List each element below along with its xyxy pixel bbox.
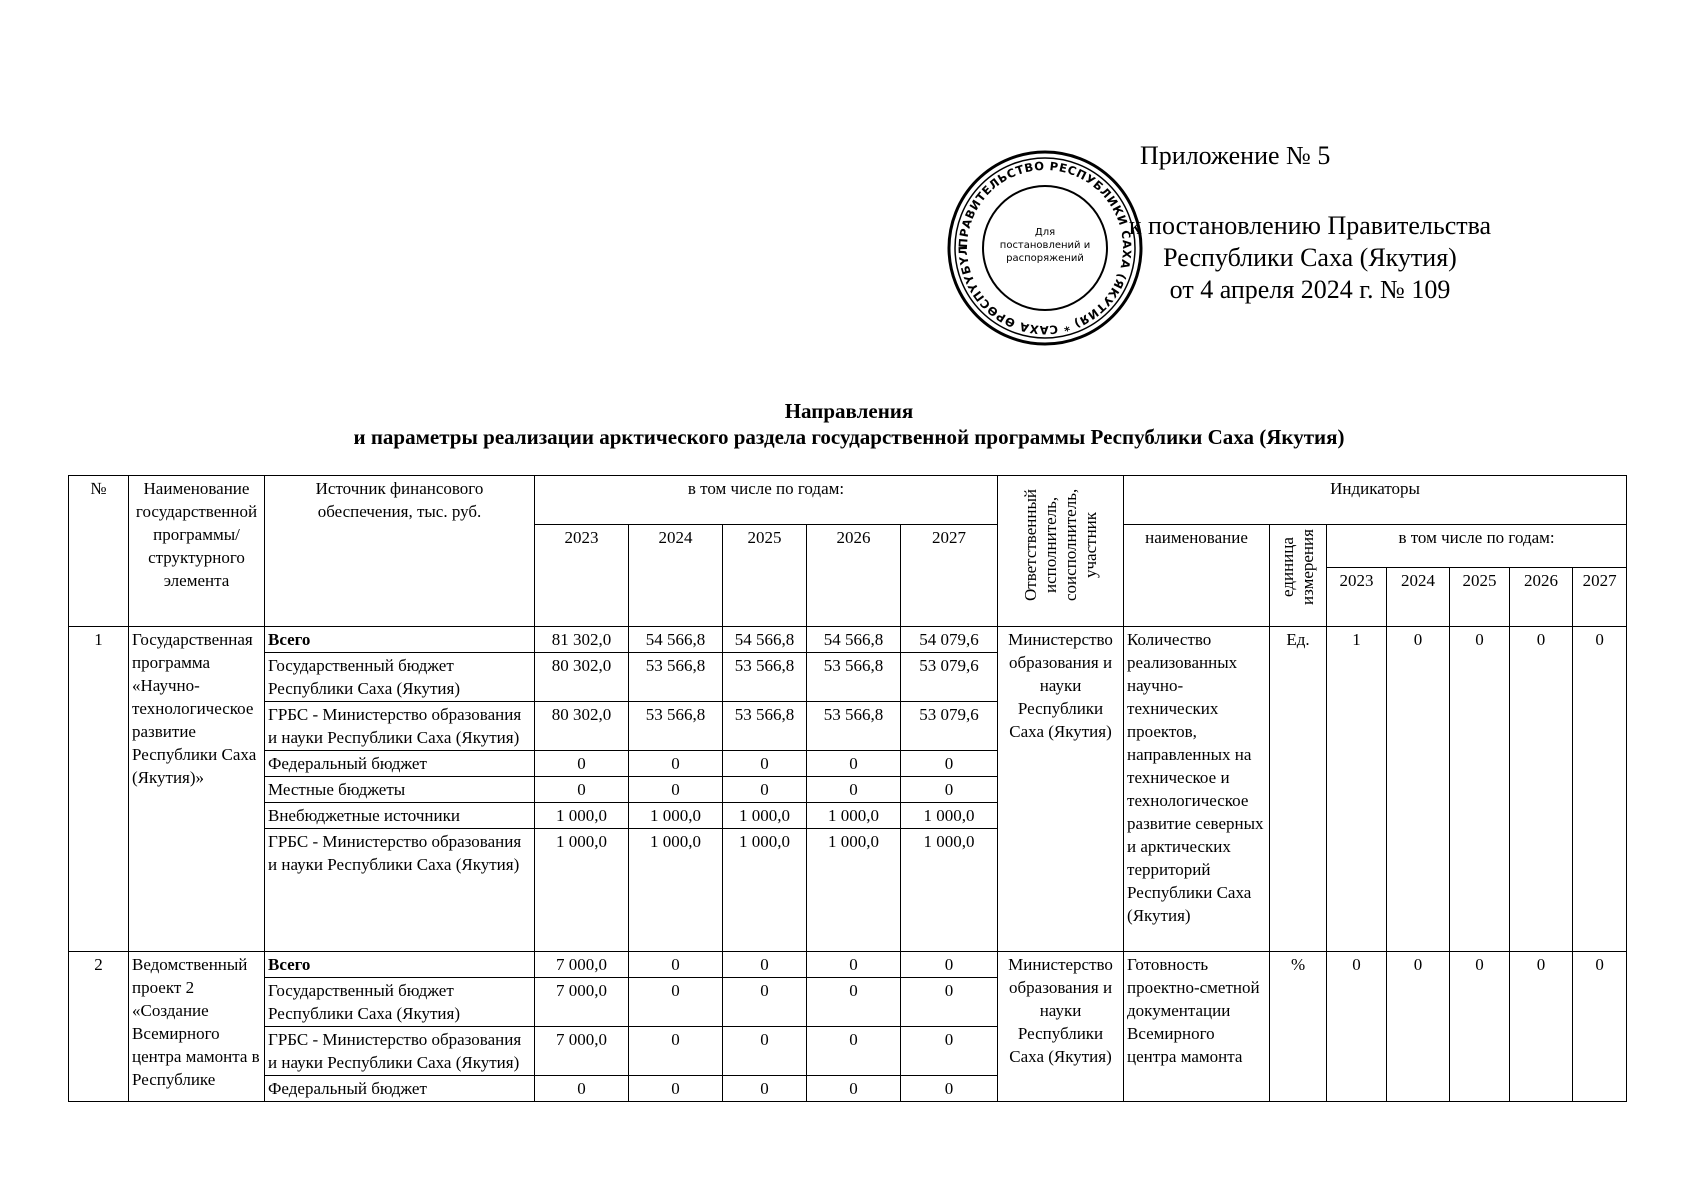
funding-value-2025: 0 [723,751,807,777]
funding-value-2025: 0 [723,1027,807,1076]
program-name: Государственная программа «Научно-технологическое развитие Республики Саха (Якутия)» [129,627,265,952]
funding-source: Государственный бюджет Республики Саха (Якутия) [265,978,535,1027]
indicator-unit: % [1270,952,1327,1102]
funding-source: Федеральный бюджет [265,751,535,777]
responsible-executor: Министерство образования и науки Республики Саха (Якутия) [998,952,1124,1102]
funding-value-2026: 53 566,8 [807,653,901,702]
funding-value-2023: 1 000,0 [535,803,629,829]
table-row [69,627,1627,653]
funding-value-2027: 53 079,6 [901,702,998,751]
funding-value-2025: 0 [723,978,807,1027]
funding-value-2027: 0 [901,952,998,978]
funding-value-2025: 1 000,0 [723,803,807,829]
header-ind-year-2024: 2024 [1387,568,1450,627]
header-year-2027: 2027 [901,525,998,627]
header-by-years: в том числе по годам: [535,476,998,525]
header-year-2023: 2023 [535,525,629,627]
heading-line-2: и параметры реализации арктического раздела государственной программы Республики Саха (Якутия) [353,425,1345,449]
funding-value-2023: 0 [535,1076,629,1102]
funding-value-2023: 0 [535,777,629,803]
funding-value-2023: 1 000,0 [535,829,629,952]
indicator-value-2024: 0 [1387,627,1450,952]
header-responsible-text: Ответственный исполнитель, соисполнитель, участник [1020,488,1100,602]
funding-value-2025: 53 566,8 [723,702,807,751]
indicator-value-2023: 1 [1327,627,1387,952]
header-name: Наименование государственной программы/ структурного элемента [129,476,265,627]
header-source: Источник финансового обеспечения, тыс. руб. [265,476,535,627]
funding-value-2023: 7 000,0 [535,952,629,978]
funding-value-2023: 80 302,0 [535,653,629,702]
appendix-title: Приложение № 5 [1140,141,1331,170]
indicator-value-2027: 0 [1573,627,1627,952]
funding-value-2026: 0 [807,1027,901,1076]
funding-source: Внебюджетные источники [265,803,535,829]
funding-value-2024: 0 [629,1076,723,1102]
funding-value-2024: 0 [629,1027,723,1076]
funding-source: Государственный бюджет Республики Саха (Якутия) [265,653,535,702]
header-year-2024: 2024 [629,525,723,627]
funding-value-2024: 1 000,0 [629,829,723,952]
header-responsible [998,476,1124,627]
indicator-value-2024: 0 [1387,952,1450,1102]
funding-value-2027: 0 [901,777,998,803]
header-num: № [69,476,129,627]
header-unit-text: единица измерения [1278,529,1318,605]
funding-value-2023: 7 000,0 [535,978,629,1027]
funding-value-2027: 0 [901,1076,998,1102]
table-row [69,952,1627,978]
funding-source: Всего [265,952,535,978]
responsible-executor: Министерство образования и науки Республики Саха (Якутия) [998,627,1124,952]
indicator-value-2026: 0 [1510,627,1573,952]
funding-value-2026: 0 [807,751,901,777]
indicator-value-2026: 0 [1510,952,1573,1102]
indicator-name: Количество реализованных научно-технических проектов, направленных на техническое и технологическое развитие северных и арктических территорий Республики Саха (Якутия) [1124,627,1270,952]
funding-value-2025: 0 [723,777,807,803]
funding-value-2027: 0 [901,1027,998,1076]
funding-value-2024: 54 566,8 [629,627,723,653]
funding-value-2024: 0 [629,978,723,1027]
row-number: 2 [69,952,129,1102]
funding-source: Всего [265,627,535,653]
funding-value-2023: 80 302,0 [535,702,629,751]
funding-value-2026: 0 [807,978,901,1027]
indicator-value-2027: 0 [1573,952,1627,1102]
funding-value-2025: 53 566,8 [723,653,807,702]
funding-value-2027: 0 [901,751,998,777]
funding-value-2025: 0 [723,952,807,978]
seal-outer-text: ПРАВИТЕЛЬСТВО РЕСПУБЛИКИ САХА (ЯКУТИЯ) * САХА ӨРӨСПҮҮБҮЛ [955,158,1135,338]
heading-line-1: Направления [784,399,914,423]
document-heading [0,398,1698,450]
funding-value-2027: 1 000,0 [901,803,998,829]
header-year-2026: 2026 [807,525,901,627]
indicator-value-2025: 0 [1450,952,1510,1102]
funding-value-2023: 81 302,0 [535,627,629,653]
header-ind-year-2027: 2027 [1573,568,1627,627]
funding-value-2024: 0 [629,777,723,803]
funding-value-2027: 1 000,0 [901,829,998,952]
funding-value-2026: 0 [807,952,901,978]
funding-value-2026: 1 000,0 [807,829,901,952]
funding-value-2026: 0 [807,777,901,803]
header-ind-by-years: в том числе по годам: [1327,525,1627,568]
program-name: Ведомственный проект 2 «Создание Всемирного центра мамонта в Республике [129,952,265,1102]
indicator-name: Готовность проектно-сметной документации Всемирного центра мамонта [1124,952,1270,1102]
header-ind-year-2023: 2023 [1327,568,1387,627]
appendix-line-3: от 4 апреля 2024 г. № 109 [1169,275,1451,304]
funding-value-2025: 0 [723,1076,807,1102]
funding-source: ГРБС - Министерство образования и науки Республики Саха (Якутия) [265,829,535,952]
appendix-subtitle [1100,210,1520,306]
header-year-2025: 2025 [723,525,807,627]
funding-value-2026: 54 566,8 [807,627,901,653]
funding-value-2027: 54 079,6 [901,627,998,653]
seal-inner-text: Для постановлений и распоряжений [999,227,1091,264]
funding-source: ГРБС - Министерство образования и науки Республики Саха (Якутия) [265,702,535,751]
funding-value-2024: 0 [629,952,723,978]
header-indicators: Индикаторы [1124,476,1627,525]
indicator-unit: Ед. [1270,627,1327,952]
funding-value-2027: 0 [901,978,998,1027]
header-ind-year-2026: 2026 [1510,568,1573,627]
header-unit [1270,525,1327,627]
header-ind-year-2025: 2025 [1450,568,1510,627]
funding-value-2026: 53 566,8 [807,702,901,751]
header-row-1 [69,476,1627,525]
funding-source: Местные бюджеты [265,777,535,803]
funding-value-2024: 1 000,0 [629,803,723,829]
indicator-value-2023: 0 [1327,952,1387,1102]
program-table [68,475,1627,1102]
appendix-line-2: Республики Саха (Якутия) [1163,243,1457,272]
funding-source: Федеральный бюджет [265,1076,535,1102]
header-ind-name: наименование [1124,525,1270,627]
funding-value-2025: 54 566,8 [723,627,807,653]
indicator-value-2025: 0 [1450,627,1510,952]
funding-source: ГРБС - Министерство образования и науки Республики Саха (Якутия) [265,1027,535,1076]
funding-value-2023: 0 [535,751,629,777]
government-seal [945,148,1145,348]
funding-value-2024: 53 566,8 [629,653,723,702]
row-number: 1 [69,627,129,952]
funding-value-2024: 0 [629,751,723,777]
funding-value-2026: 1 000,0 [807,803,901,829]
funding-value-2026: 0 [807,1076,901,1102]
funding-value-2024: 53 566,8 [629,702,723,751]
funding-value-2027: 53 079,6 [901,653,998,702]
funding-value-2023: 7 000,0 [535,1027,629,1076]
appendix-line-1: к постановлению Правительства [1128,211,1492,240]
funding-value-2025: 1 000,0 [723,829,807,952]
